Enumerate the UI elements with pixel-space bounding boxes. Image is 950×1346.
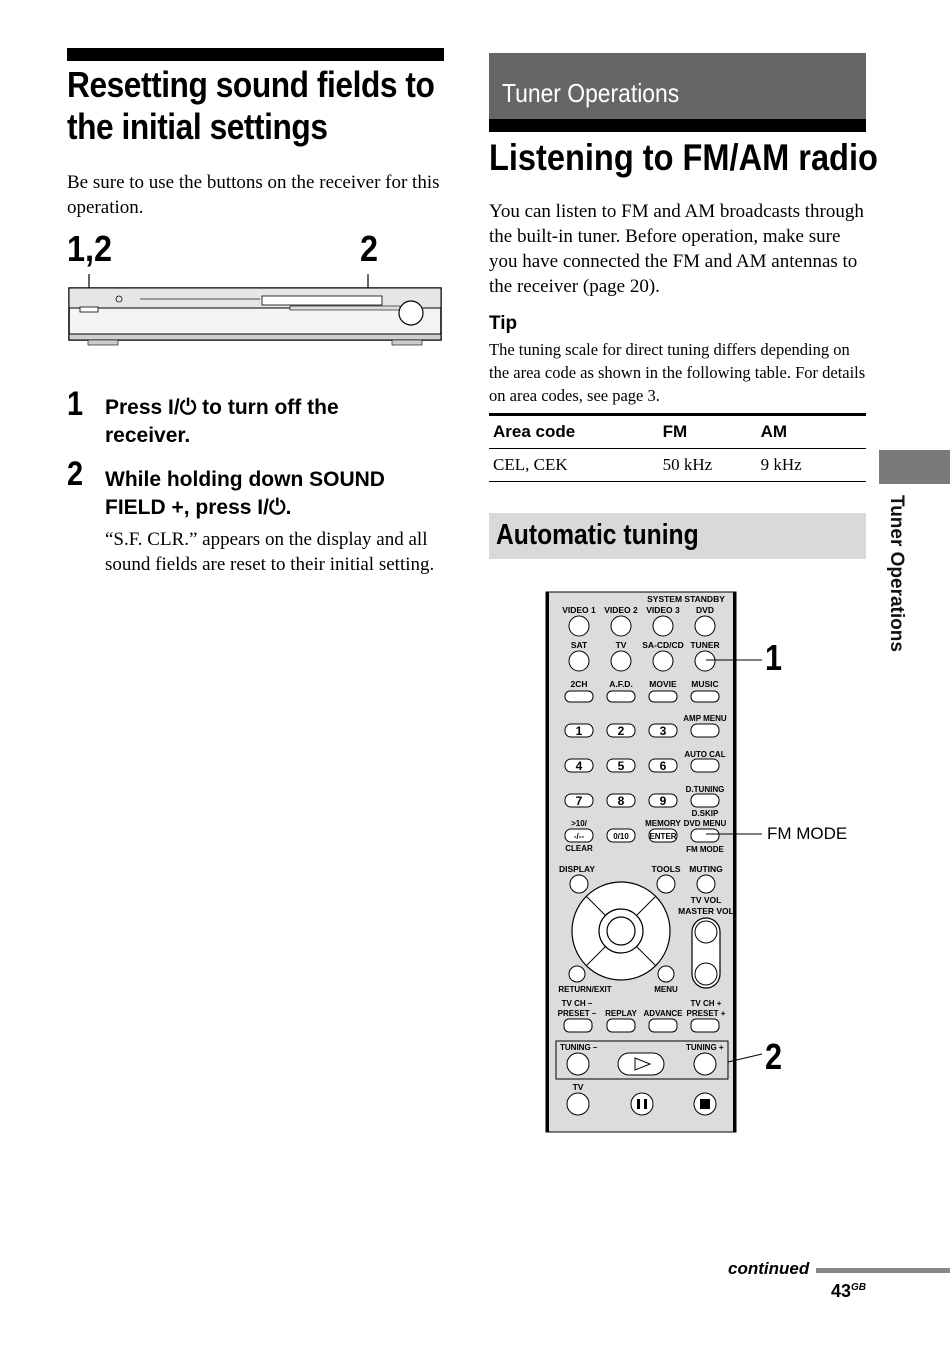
continued-label: continued [728,1259,810,1278]
label-tv-ch-plus: TV CH + [690,999,722,1008]
digit-2: 2 [617,724,625,738]
label-gt10: >10/ [571,819,587,828]
callout-number-1: 1 [765,637,783,678]
step-2-body: “S.F. CLR.” appears on the display and all sound fields are reset to their initial setting. [105,529,435,575]
left-title-rule [67,48,444,61]
label-menu: MENU [654,985,678,994]
label-amp-menu: AMP MENU [683,714,727,723]
digit-7: 7 [575,794,583,808]
step-2-number: 2 [67,455,84,493]
page-title: Listening to FM/AM radio [489,137,878,178]
label-muting: MUTING [689,864,723,874]
label-movie: MOVIE [649,679,677,689]
step-1-text: Press I/⏻ to turn off the receiver. [105,396,339,447]
label-music: MUSIC [691,679,719,689]
label-fm-mode-small: FM MODE [686,845,724,854]
step-1-number: 1 [67,385,84,423]
label-d-skip: D.SKIP [691,809,719,818]
table-cell-area-code: CEL, CEK [489,449,659,482]
digit-9: 9 [659,794,667,808]
tip-heading: Tip [489,313,518,334]
label-video2: VIDEO 2 [604,605,638,615]
label-zero: 0/10 [613,832,629,841]
right-intro-text: You can listen to FM and AM broadcasts through the built-in tuner. Before operation, make sure you have connected the FM and AM antennas to the receiver (page 20). [489,201,864,297]
area-code-table [489,413,866,482]
figure-label-left: 1,2 [67,228,113,269]
label-replay: REPLAY [605,1009,637,1018]
figure-label-right: 2 [360,228,379,269]
label-tv-bottom: TV [572,1082,584,1092]
label-preset-plus: PRESET + [686,1009,726,1018]
label-memory: MEMORY [645,819,681,828]
page-number: $43^{GB}$ [831,1281,867,1301]
digit-5: 5 [617,759,625,773]
label-video1: VIDEO 1 [562,605,596,615]
label-sat: SAT [570,640,588,650]
label-master-vol: MASTER VOL [678,906,734,916]
label-dvd: DVD [696,605,714,615]
table-header-area-code: Area code [489,415,659,449]
section-rule [489,119,866,132]
label-system-standby: SYSTEM STANDBY [647,594,725,604]
label-tv-vol: TV VOL [690,895,722,905]
label-tv-ch-minus: TV CH – [561,999,593,1008]
label-tools: TOOLS [651,864,681,874]
tip-body: The tuning scale for direct tuning differs depending on the area code as shown in the following table. For details on area codes, see page 3. [489,340,866,405]
label-tuning-plus: TUNING + [686,1043,724,1052]
section-band-title: Tuner Operations [502,78,680,108]
left-section-title: Resetting sound fields to the initial settings [67,64,435,147]
table-header-fm: FM [659,415,757,449]
label-video3: VIDEO 3 [646,605,680,615]
side-tab-label: Tuner Operations [886,495,907,652]
label-tv: TV [615,640,627,650]
digit-3: 3 [659,724,667,738]
digit-6: 6 [659,759,667,773]
table-header-row [489,415,866,449]
table-row [489,449,866,482]
subsection-title: Automatic tuning [496,519,699,551]
fm-mode-callout-label: FM MODE [767,824,848,843]
table-cell-am: 9 kHz [757,449,866,482]
table-cell-fm: 50 kHz [659,449,757,482]
label-advance: ADVANCE [643,1009,683,1018]
table-header-am: AM [757,415,866,449]
digit-8: 8 [617,794,625,808]
step-2-text: While holding down SOUND FIELD +, press I/⏻. [105,468,385,519]
side-tab-marker [879,450,950,484]
label-auto-cal: AUTO CAL [684,750,726,759]
label-2ch: 2CH [570,679,588,689]
label-enter: ENTER [649,832,677,841]
label-preset-minus: PRESET – [557,1009,597,1018]
callout-lines [700,650,770,1080]
digit-1: 1 [575,724,583,738]
continued-rule [816,1268,950,1273]
label-d-tuning: D.TUNING [685,785,725,794]
label-sacd: SA-CD/CD [642,640,684,650]
left-intro-text: Be sure to use the buttons on the receiver for this operation. [67,172,440,218]
label-return-exit: RETURN/EXIT [558,985,612,994]
label-afd: A.F.D. [609,679,633,689]
digit-4: 4 [575,759,583,773]
label-dash: -/-- [573,832,585,841]
callout-number-2: 2 [765,1036,783,1077]
label-clear: CLEAR [565,844,593,853]
label-tuning-minus: TUNING – [560,1043,598,1052]
label-display: DISPLAY [558,864,596,874]
label-tuner: TUNER [690,640,720,650]
label-dvd-menu: DVD MENU [683,819,727,828]
receiver-front-panel-illustration [66,268,444,350]
